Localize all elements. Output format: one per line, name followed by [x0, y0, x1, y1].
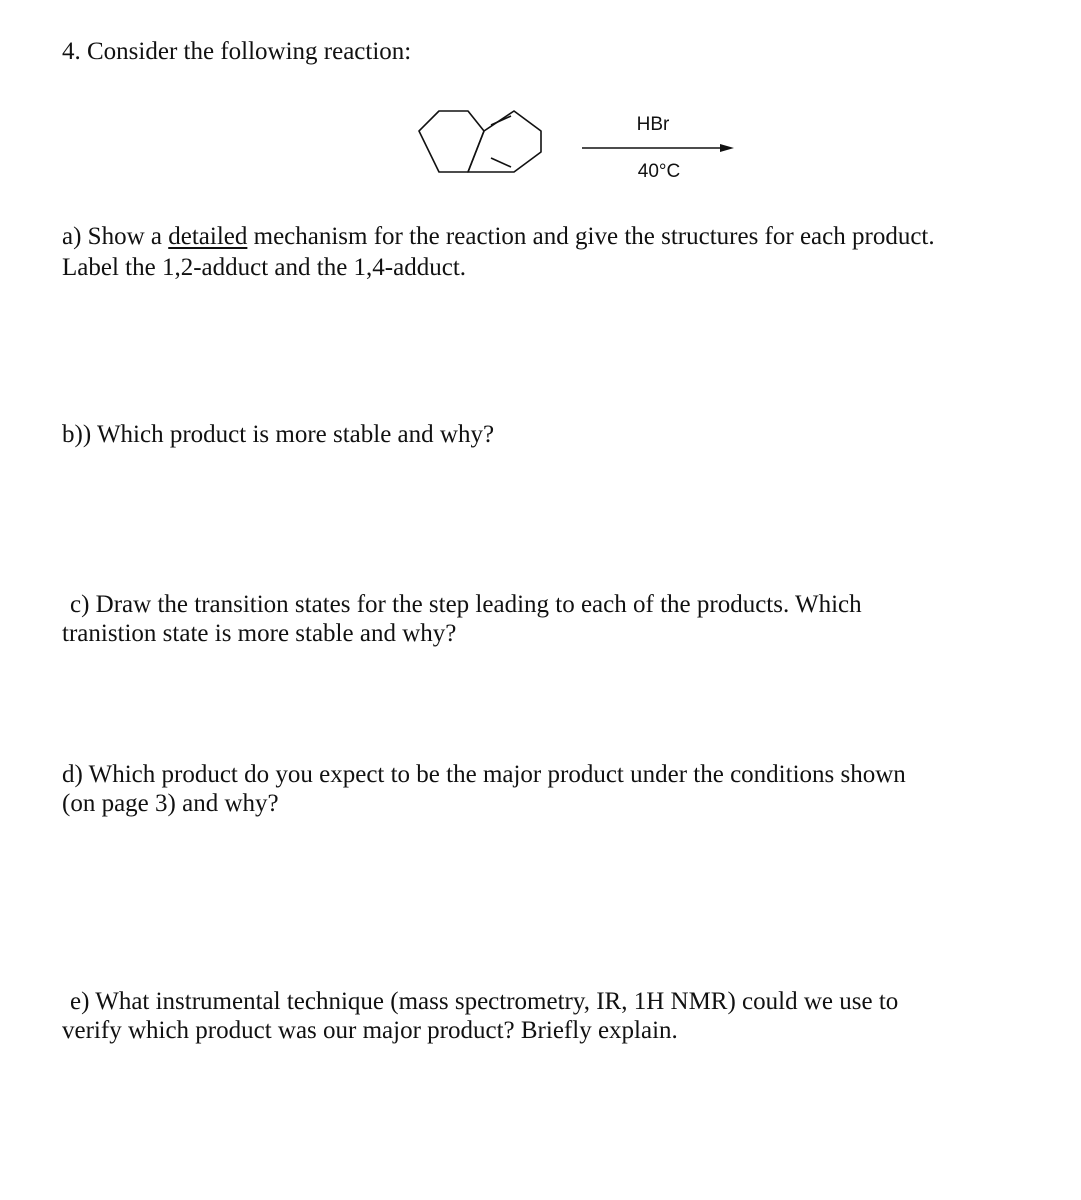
reaction-scheme — [0, 0, 1081, 200]
reagent-label: HBr — [636, 114, 670, 135]
double-bond-top — [491, 116, 511, 125]
right-ring — [468, 111, 541, 172]
bicyclic-diene-structure — [419, 111, 541, 172]
question-d-line1: d) Which product do you expect to be the major product under the conditions shown — [62, 761, 906, 788]
double-bond-bottom — [491, 158, 511, 167]
question-e-line1: e) What instrumental technique (mass spectrometry, IR, 1H NMR) could we use to — [70, 988, 899, 1015]
question-a — [62, 221, 935, 283]
emphasis-detailed: detailed — [168, 223, 248, 250]
problem-heading: 4. Consider the following reaction: — [62, 38, 412, 65]
left-ring — [419, 111, 484, 172]
question-b: b)) Which product is more stable and why? — [62, 421, 495, 448]
question-c-line2: tranistion state is more stable and why? — [62, 620, 457, 647]
question-a-line2: Label the 1,2-adduct and the 1,4-adduct. — [62, 254, 467, 281]
question-d-line2: (on page 3) and why? — [62, 790, 279, 817]
reaction-arrow — [582, 144, 734, 152]
condition-label: 40°C — [637, 161, 681, 182]
question-d — [62, 760, 906, 818]
question-e-line2: verify which product was our major product? Briefly explain. — [62, 1017, 678, 1044]
question-c — [62, 590, 862, 648]
question-a-line1: a) Show a detailed mechanism for the reaction and give the structures for each product. — [62, 223, 935, 250]
question-c-line1: c) Draw the transition states for the step leading to each of the products. Which — [70, 591, 862, 618]
question-e — [62, 987, 898, 1045]
